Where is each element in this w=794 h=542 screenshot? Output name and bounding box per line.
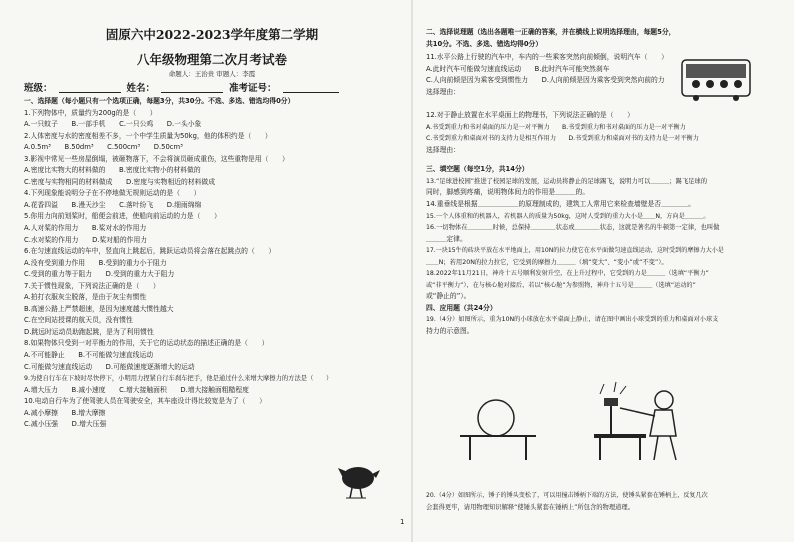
page-fold bbox=[411, 0, 413, 542]
question-20-cont: 会套得更牢，请用物理知识解释“使锤头紧套在锤柄上”所包含的物理道理。 bbox=[426, 503, 635, 511]
question-2: 2.人体密度与水的密度相差不多，一个中学生质量为50kg，他的体积约是（ ） bbox=[24, 131, 272, 140]
left-questions bbox=[24, 96, 400, 431]
question-12-reason: 选择理由： bbox=[426, 145, 460, 154]
question-5: 5.你用力向前划桨时，船便会前进，使船向前运动的力是（ ） bbox=[24, 212, 221, 221]
bird-illustration-icon bbox=[338, 460, 380, 500]
hammer-person-icon bbox=[594, 382, 676, 460]
question-3-options-ab: A.密度比实物大的材料做的 B.密度比实物小的材料做的 bbox=[24, 166, 201, 175]
name-label: 姓名： bbox=[126, 83, 156, 94]
id-label: 准考证号： bbox=[229, 83, 277, 94]
question-19: 19.（4分）如图所示，重为10N的小球放在水平桌面上静止，请在图中画出小球受到的重力和桌面对小球支 bbox=[426, 316, 719, 324]
question-2-options: A.0.5m³ B.50dm³ C.500cm³ D.50cm³ bbox=[24, 143, 183, 152]
question-20: 20.（4分）如图所示，锤子的锤头变松了，可以用撞击锤柄下端的方法，使锤头紧套在锤柄上，反复几次 bbox=[426, 492, 708, 499]
question-9-options: A.增大压力 B.减小速度 C.增大接触面积 D.增大接触面粗糙程度 bbox=[24, 385, 249, 394]
question-19-cont: 持力的示意图。 bbox=[426, 327, 474, 336]
question-14: 14.重垂线是根据＿＿＿＿＿＿的原理制成的，建筑工人常用它来检查墙壁是否＿＿＿＿。 bbox=[426, 200, 696, 209]
question-6: 6.在匀速直线运动的车中，竖直向上跳起后，跳跃运动员将会落在起跳点的（ ） bbox=[24, 247, 276, 256]
question-8: 8.如果物体只受到一对平衡力的作用，关于它的运动状态的描述正确的是（ ） bbox=[24, 339, 269, 348]
question-7-option-c: C.在空间站授课的航天员，没有惯性 bbox=[24, 316, 133, 325]
question-11-reason: 选择理由： bbox=[426, 87, 460, 96]
exam-author: 命题人：王治贵 审题人：李霞 bbox=[168, 70, 256, 78]
question-16-cont: ＿＿＿定律。 bbox=[426, 234, 467, 243]
class-field[interactable] bbox=[59, 82, 121, 93]
question-12-options-ab: A.书受到重力和书对桌面的压力是一对平衡力 B.书受到重力和书对桌面的压力是一对平衡力 bbox=[426, 123, 686, 131]
question-8-options-cd: C.可能做匀速直线运动 D.可能做速度逐渐增大的运动 bbox=[24, 362, 195, 371]
question-17: 17.一块15牛的砖块平放在水平地面上，用10N的拉力使它在水平面做匀速直线运动，这时受到的摩擦力大小是 bbox=[426, 247, 724, 255]
question-18: 18.2022年11月21日，神舟十五号顺利发射升空，在上升过程中，它受到的力是＿＿＿（选填“平衡力” bbox=[426, 270, 709, 278]
section-3-heading: 三、填空题（每空1分，共14分） bbox=[426, 165, 529, 174]
section-4-heading: 四、应用题（共24分） bbox=[426, 303, 497, 312]
question-16: 16.一切物体在＿＿＿＿时候，总保持＿＿＿＿状态或＿＿＿＿状态，这就是著名的牛顿第一定律，也叫做 bbox=[426, 224, 720, 232]
question-5-options-cd: C.水对桨的作用力 D.桨对船的作用力 bbox=[24, 235, 148, 244]
question-17-cont: ＿＿N；若用20N的拉力拉它，它受到的摩擦力＿＿＿（填“变大”、“变小”或“不变”）。 bbox=[426, 258, 668, 266]
question-7-option-a: A.拍打衣服灰尘脱落，是由于灰尘有惯性 bbox=[24, 293, 147, 302]
section-1-heading: 一、选择题（每小题只有一个选项正确，每题3分，共30分。不选、多选、错选均得0分） bbox=[24, 97, 295, 105]
right-column bbox=[414, 0, 794, 542]
question-11: 11.水平公路上行驶的汽车中，车内的一些乘客突然向前倾倒，说明汽车（ ） bbox=[426, 53, 668, 61]
student-info-row bbox=[24, 82, 400, 96]
question-11-options-cd: C.人向前倾是因为乘客受到惯性力 D.人向前倾是因为乘客受到突然向前的力 bbox=[426, 76, 665, 85]
question-7: 7.关于惯性现象，下列说法正确的是（ ） bbox=[24, 281, 160, 290]
question-3-options-cd: C.密度与实物相同的材料做成 D.密度与实物相近的材料做成 bbox=[24, 177, 216, 186]
question-4-options: A.花香四溢 B.漫天沙尘 C.落叶纷飞 D.细雨绵绵 bbox=[24, 200, 202, 209]
question-6-options-cd: C.受到的重力等于阻力 D.受到的重力大于阻力 bbox=[24, 270, 175, 279]
question-4: 4.下列现象能说明分子在不停地做无规则运动的是（ ） bbox=[24, 189, 201, 198]
question-13-cont: 同时，脚感到疼痛，说明物体间力的作用是＿＿＿的。 bbox=[426, 188, 590, 197]
question-9: 9.为使自行车在下坡时尽快停下，小明用力捏紧自行车刹车把手，他是通过什么来增大摩擦力的方法是（ ） bbox=[24, 375, 333, 383]
question-13: 13.“足球进校园”推进了校园足球的发展，运动员将静止的足球踢飞，说明力可以＿＿＿；踢飞足球的 bbox=[426, 177, 708, 185]
question-11-options-ab: A.此时汽车可能做匀速直线运动 B.此时汽车可能突然刹车 bbox=[426, 64, 610, 73]
question-7-option-d: D.跳远时运动员助跑起跳，是为了利用惯性 bbox=[24, 327, 154, 336]
bus-passengers-illustration-icon bbox=[680, 56, 752, 102]
ball-on-table-icon bbox=[460, 400, 536, 460]
question-1-options: A.一只蚊子 B.一部手机 C.一只公鸡 D.一头小象 bbox=[24, 120, 202, 129]
section-2-heading: 二、选择说理题（选出各题唯一正确的答案，并在横线上说明选择理由，每题5分，共10分。不选、多选、错选均得0分） bbox=[426, 28, 676, 48]
question-12: 12.对于静止放置在水平桌面上的物理书，下列说法正确的是（ ） bbox=[426, 111, 634, 120]
exam-title: 固原六中2022-2023学年度第二学期 bbox=[105, 27, 319, 42]
question-18-cont2: 或“静止的”）。 bbox=[426, 292, 471, 301]
question-18-cont: 或“非平衡力”），在与核心舱对接后，若以“核心舱”为参照物，神舟十五号是＿＿＿（选填“运动的” bbox=[426, 281, 696, 289]
question-10: 10.电动自行车为了使驾驶人员在驾驶安全，其车座设计得比较宽是为了（ ） bbox=[24, 397, 266, 406]
page-number: 1 bbox=[400, 518, 405, 526]
question-10-options-cd: C.减小压强 D.增大压强 bbox=[24, 420, 107, 429]
question-8-options-ab: A.不可能静止 B.不可能做匀速直线运动 bbox=[24, 351, 154, 360]
exam-subtitle: 八年级物理第二次月考试卷 bbox=[136, 52, 287, 67]
question-15: 15.一个人体重和的机器人，若机器人的质量为50kg，这时人受到的重力大小是＿＿N，方向是＿＿＿。 bbox=[426, 212, 710, 220]
question-7-option-b: B.高速公路上严禁超速，是因为速度越大惯性越大 bbox=[24, 304, 174, 313]
question-6-options-ab: A.没有受到重力作用 B.受到的重力小于阻力 bbox=[24, 258, 167, 267]
class-label: 班级： bbox=[24, 83, 53, 94]
question-10-options-ab: A.减小摩擦 B.增大摩擦 bbox=[24, 408, 106, 417]
question-1: 1.下列物体中，质量约为200g的是（ ） bbox=[24, 108, 157, 117]
id-field[interactable] bbox=[283, 82, 339, 93]
question-5-options-ab: A.人对桨的作用力 B.桨对水的作用力 bbox=[24, 224, 147, 233]
question-3: 3.影视中常见一些房屋倒塌，被砸物落下，不会将演员砸成重伤，这些重物是用（ ） bbox=[24, 154, 289, 163]
question-12-options-cd: C.书受到重力和桌面对书的支持力是相互作用力 D.书受到重力和桌面对书的支持力是一对平衡力 bbox=[426, 135, 699, 143]
ball-and-hammer-illustration bbox=[454, 378, 754, 466]
question-20-block bbox=[426, 490, 782, 513]
name-field[interactable] bbox=[161, 82, 223, 93]
